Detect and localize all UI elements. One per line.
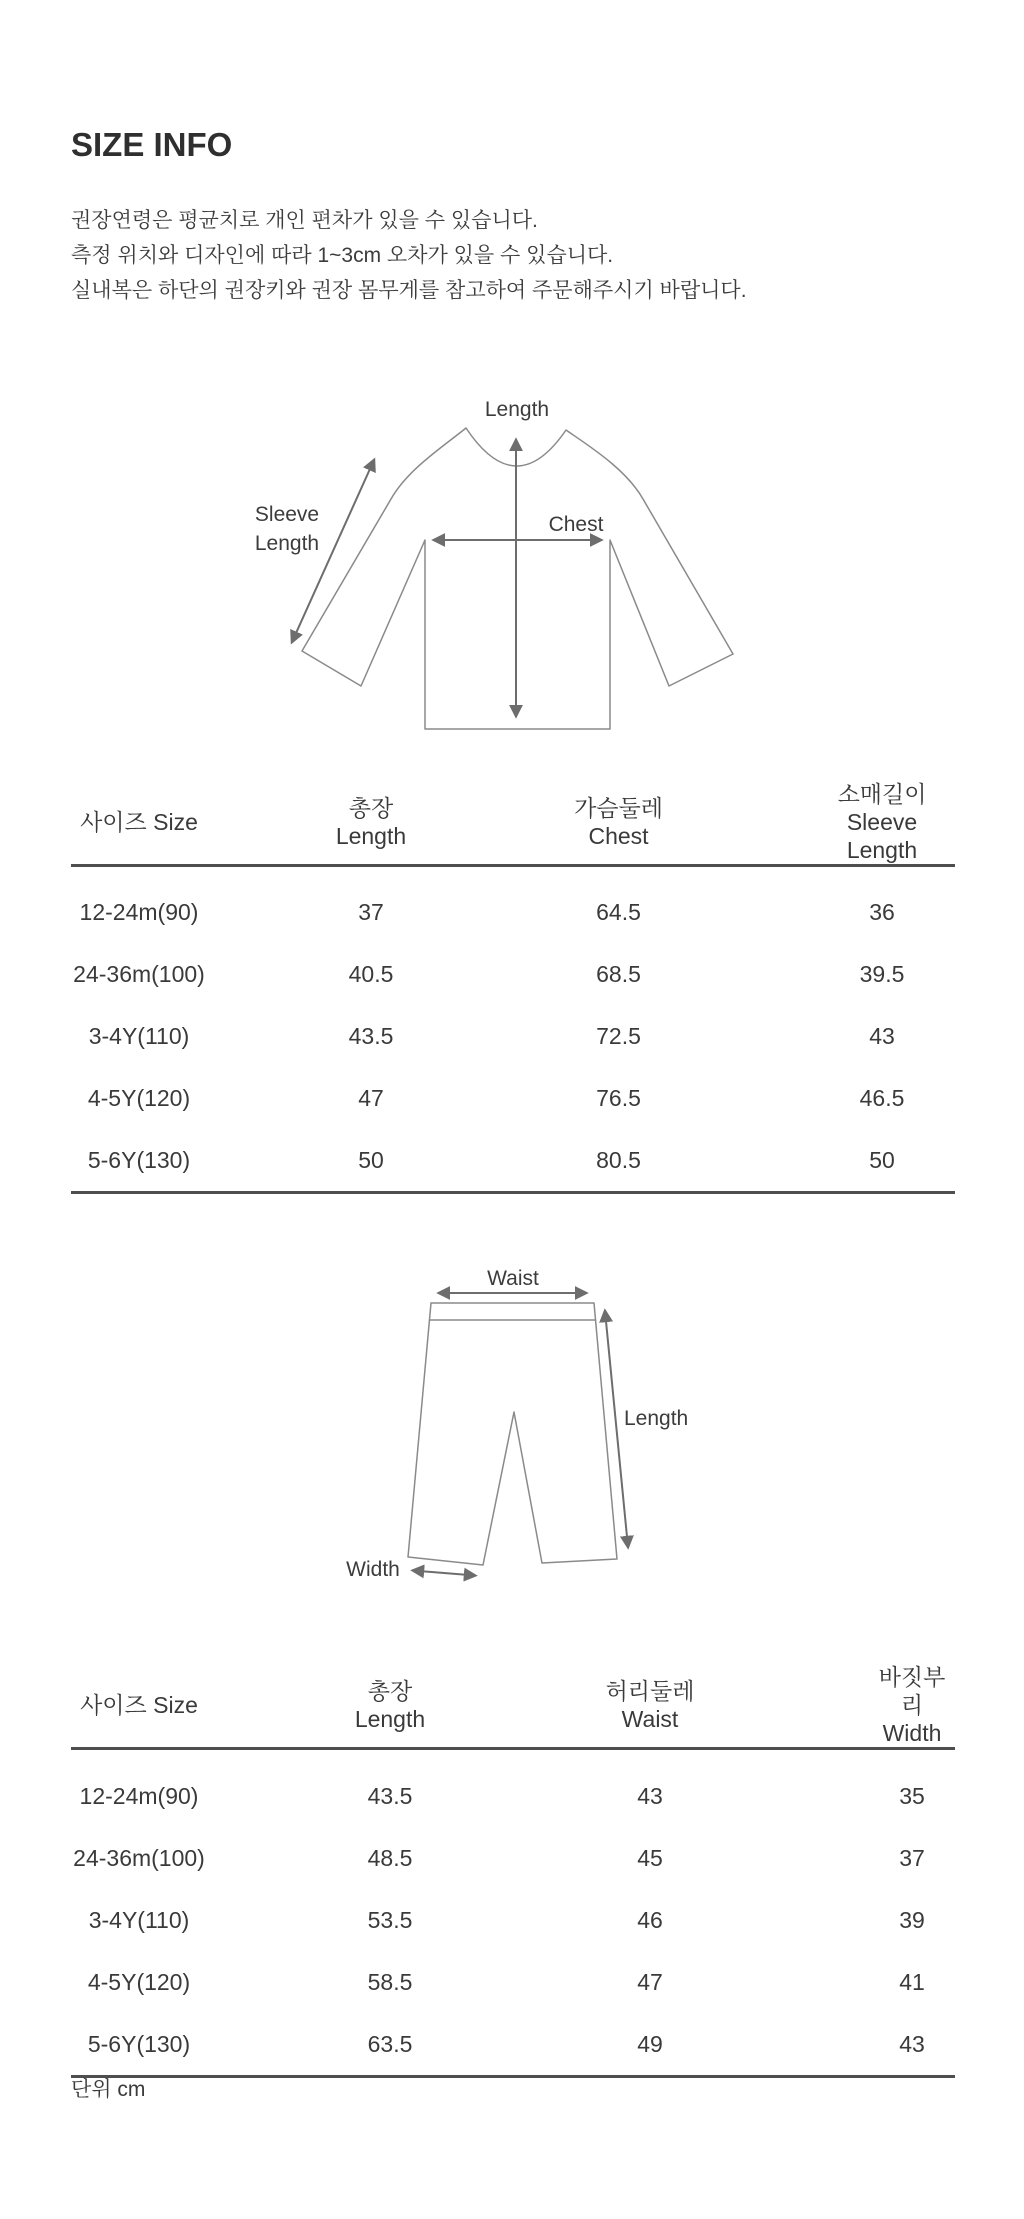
column-header: 총장 Length <box>231 1663 549 1749</box>
column-header: 사이즈 Size <box>71 780 231 866</box>
table-cell: 12-24m(90) <box>79 1782 199 1809</box>
table-cell: 47 <box>358 1084 384 1111</box>
table-cell: 43 <box>869 1022 895 1049</box>
note-line: 측정 위치와 디자인에 따라 1~3cm 오차가 있을 수 있습니다. <box>71 244 614 267</box>
column-header: 소매길이 Sleeve Length <box>726 780 955 866</box>
table-cell: 43.5 <box>367 1782 413 1809</box>
header-row <box>71 1663 955 1749</box>
table-row <box>71 1951 955 2013</box>
table-cell: 3-4Y(110) <box>88 1906 190 1933</box>
table-cell: 4-5Y(120) <box>87 1968 191 1995</box>
column-header: 가슴둘레 Chest <box>511 780 726 866</box>
table-cell: 24-36m(100) <box>73 1844 205 1871</box>
page-title: SIZE INFO <box>71 126 233 164</box>
table-row <box>71 1067 955 1129</box>
table-row <box>71 1749 955 1828</box>
table-cell: 12-24m(90) <box>79 898 199 925</box>
length-label: Length <box>484 398 550 421</box>
pants-measurement-diagram <box>270 1250 730 1620</box>
note-line: 실내복은 하단의 권장키와 권장 몸무게를 참고하여 주문해주시기 바랍니다. <box>71 279 747 302</box>
waist-label: Waist <box>487 1267 539 1290</box>
table-row <box>71 943 955 1005</box>
table-cell: 48.5 <box>367 1844 413 1871</box>
pants-length-label: Length <box>624 1407 689 1430</box>
table-cell: 4-5Y(120) <box>87 1084 191 1111</box>
top-size-table <box>71 780 955 1194</box>
column-header: 총장 Length <box>231 780 511 866</box>
table-cell: 36 <box>869 898 895 925</box>
table-cell: 72.5 <box>596 1022 641 1049</box>
table-cell: 68.5 <box>596 960 641 987</box>
unit-note: 단위 cm <box>71 2078 146 2101</box>
column-header: 허리둘레 Waist <box>549 1663 751 1749</box>
table-cell: 63.5 <box>231 2013 549 2077</box>
table-cell: 39 <box>899 1906 925 1933</box>
table-cell: 43 <box>637 1782 663 1809</box>
table-cell: 43.5 <box>348 1022 394 1049</box>
table-cell: 41 <box>899 1968 925 1995</box>
table-cell: 47 <box>637 1968 663 1995</box>
chest-label: Chest <box>548 513 604 536</box>
hem-width-label: Width <box>346 1558 400 1581</box>
sleeve-length-label-line1: Sleeve <box>254 503 320 526</box>
table-row <box>71 1827 955 1889</box>
table-cell: 24-36m(100) <box>73 960 205 987</box>
table-cell: 37 <box>358 898 384 925</box>
table-cell: 50 <box>726 1129 955 1193</box>
table-cell: 43 <box>751 2013 955 2077</box>
column-header: 사이즈 Size <box>71 1663 231 1749</box>
table-cell: 49 <box>549 2013 751 2077</box>
table-cell: 37 <box>899 1844 925 1871</box>
table-cell: 3-4Y(110) <box>88 1022 190 1049</box>
table-cell: 35 <box>899 1782 925 1809</box>
pants-outline <box>408 1303 617 1565</box>
table-cell: 5-6Y(130) <box>71 2013 231 2077</box>
table-cell: 46 <box>637 1906 663 1933</box>
table-row <box>71 1129 955 1193</box>
table-cell: 58.5 <box>367 1968 413 1995</box>
table-cell: 76.5 <box>596 1084 641 1111</box>
table-cell: 5-6Y(130) <box>71 1129 231 1193</box>
hem-width-arrow <box>413 1571 475 1576</box>
top-measurement-diagram <box>240 395 760 745</box>
header-row <box>71 780 955 866</box>
table-cell: 39.5 <box>859 960 905 987</box>
table-row <box>71 2013 955 2077</box>
column-header: 바짓부리 Width <box>751 1663 955 1749</box>
table-cell: 80.5 <box>511 1129 726 1193</box>
table-row <box>71 866 955 944</box>
table-cell: 45 <box>637 1844 663 1871</box>
size-notes <box>71 203 791 308</box>
table-row <box>71 1005 955 1067</box>
shirt-outline <box>302 428 733 729</box>
note-line: 권장연령은 평균치로 개인 편차가 있을 수 있습니다. <box>71 209 538 232</box>
table-cell: 53.5 <box>367 1906 413 1933</box>
table-cell: 46.5 <box>859 1084 905 1111</box>
pants-size-table <box>71 1663 955 2078</box>
table-row <box>71 1889 955 1951</box>
table-cell: 40.5 <box>348 960 394 987</box>
table-cell: 50 <box>231 1129 511 1193</box>
table-cell: 64.5 <box>596 898 641 925</box>
sleeve-length-label-line2: Length <box>254 532 320 555</box>
